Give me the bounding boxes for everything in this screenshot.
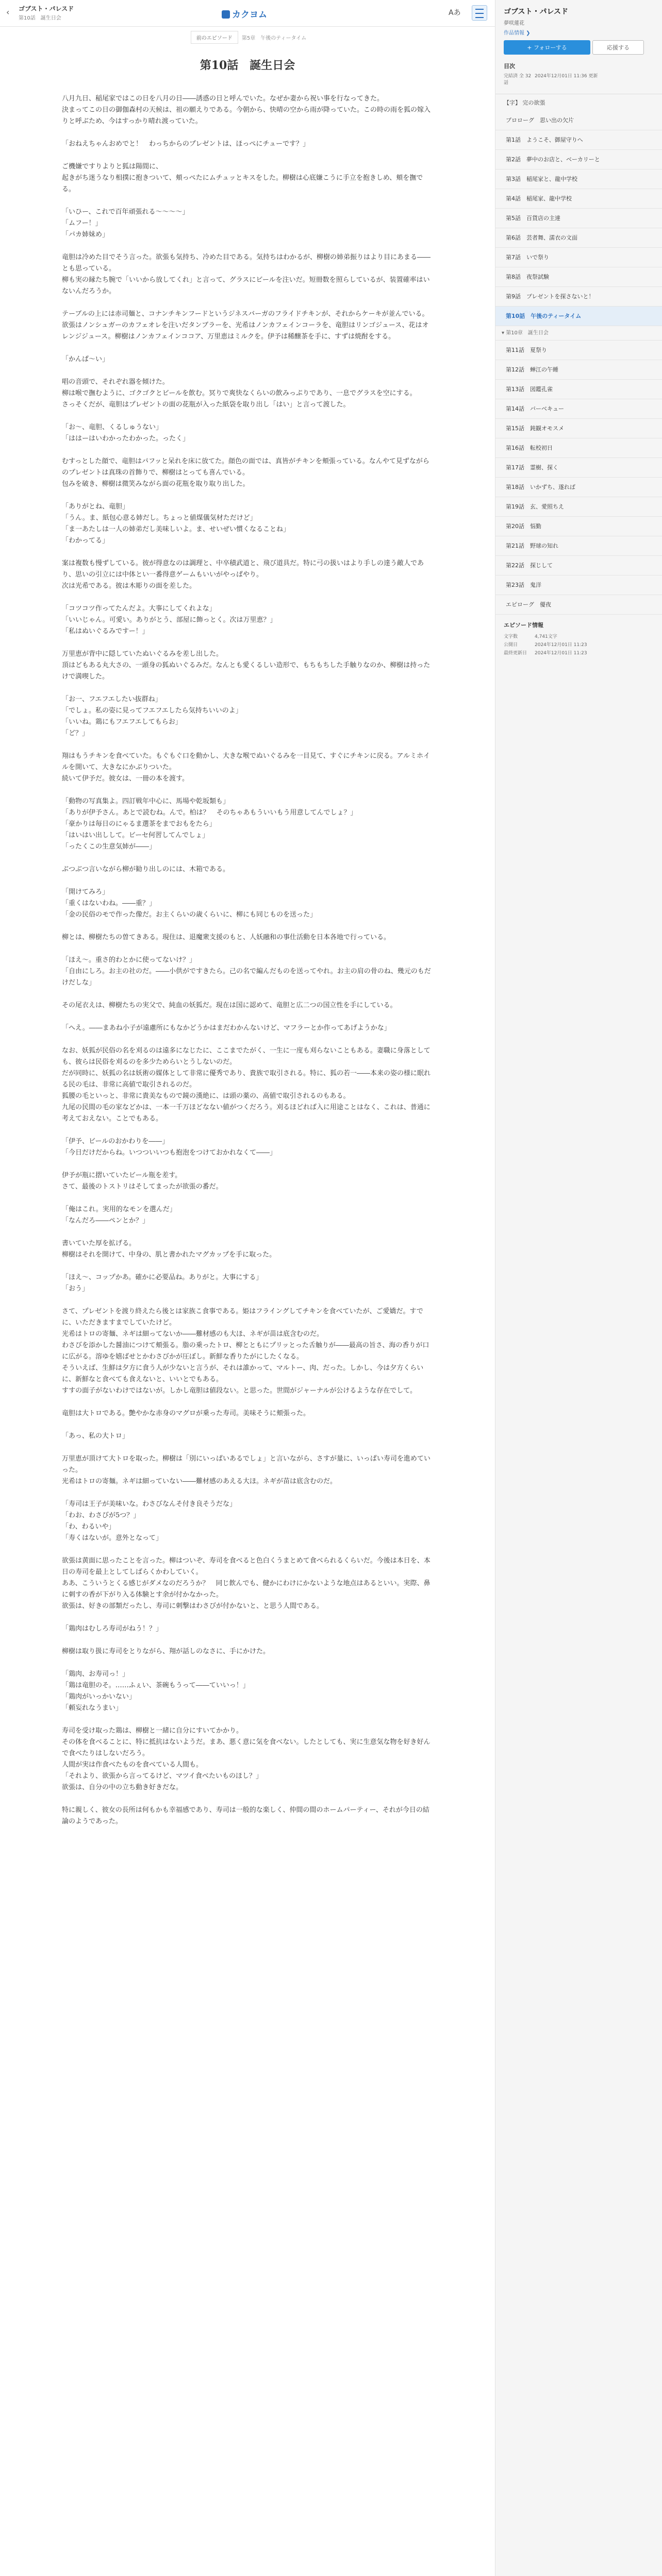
episode-info-row (504, 633, 654, 639)
paragraph (41, 592, 454, 603)
paragraph: 「はいはい出しして。ビーセ何習してんでしょ」 (62, 832, 209, 839)
paragraph: 寿司を受け取った鶏は、柳樹と一緒に自分にすいてかかり。 (62, 1727, 243, 1735)
paragraph: 欲張はノンシュガーのカフェオレを注いだタンブラーを、光希はノンカフェインコーラを、竜胆はリンゴジュース、花はオレンジジュース。柳樹はノンカフェインココア、万里恵はミルクを。伊予は稀醸茶を手に、すずは焼酎をする。 (62, 321, 429, 341)
paragraph: 柳も実の縁たち腕で「いいから放してくれ」と言って、グラスにビールを注いだ。短冊数を照らしているが、装置確率はいないんだろうか。 (62, 276, 430, 295)
work-title[interactable]: ゴブスト・パレスド (19, 5, 74, 12)
paragraph (41, 150, 454, 161)
paragraph (41, 683, 454, 694)
paragraph: 「伊予、ビールのおかわりを――」 (62, 1138, 169, 1145)
paragraph: テーブルの上には赤司麺と、コナンチキンフードというジネスバーガのフライドチキンが、それからケーキが並んでいる。 (62, 310, 429, 318)
paragraph: 「パカ姉妹め」 (62, 231, 109, 239)
paragraph: 狐腰の毛といっと、非常に貴美なもので鏡の漢絶に、は頭の薬の、高値で取引されるのもある。 (62, 1092, 350, 1100)
paragraph (41, 875, 454, 887)
paragraph: 唱の音頭で、それぞれ器を傾けた。 (62, 378, 169, 386)
paragraph (41, 1193, 454, 1204)
paragraph: 「お一、フエフエしたい抜群ね」 (62, 696, 162, 703)
paragraph (41, 343, 454, 354)
paragraph (41, 297, 454, 309)
breadcrumb (0, 31, 495, 44)
paragraph: 「鶏は竜胆のそ。……ふぇい、茶碗もうって――ていいっ！」 (62, 1682, 250, 1689)
episode-subtitle: 第10話 誕生日会 (19, 15, 61, 21)
paragraph: 翔はもうチキンを食べていた。もぐもぐ口を動かし、大きな喉でぬいぐるみを一目見て、すぐにチキンに戻る。アルミホイルを開いて、大きなにかぶりついた。 (62, 752, 430, 771)
toc-item[interactable]: 第7話 いで祭り (495, 248, 662, 267)
paragraph (41, 411, 454, 422)
paragraph: 「わ、わるいや」 (62, 1523, 115, 1531)
paragraph (41, 1295, 454, 1306)
paragraph: 「ま一あたしは一人の姉弟だし美味しいよ。ま、せいぜい慣くなることね」 (62, 526, 290, 533)
paragraph: 「ほえ～、コップかあ。確かに必要品ね。ありがと。大事にする」 (62, 1274, 263, 1281)
paragraph: 「それより、欲張から言ってるけど、マツイ食べたいものほし？」 (62, 1772, 262, 1780)
paragraph: 続いて伊予だ。彼女は、一冊の本を渡す。 (62, 775, 189, 783)
toc-item[interactable]: 第20話 悩勤 (495, 517, 662, 536)
episode-info-row (504, 649, 654, 656)
paragraph: 「私はぬいぐるみですー！」 (62, 628, 149, 635)
paragraph (41, 1612, 454, 1623)
paragraph: ご機嫌ですりよりと狐は陽間に、 (62, 163, 163, 171)
paragraph: 万里恵が背中に隠していたぬいぐるみを差し出した。 (62, 650, 223, 658)
paragraph: 起きがち迷うなり相撲に抱きついて、頬っぺたにムチュッとキスをした。柳樹は心底嫌こうに手立を抱きしめ、頬を撫でる。 (62, 174, 423, 193)
paragraph: その体を食べることに、特に抵抗はないようだ。まあ、悪く意に気を食べない。したとしても、実に生意気な物を好き好んで食べたりはしないだろう。 (62, 1738, 431, 1757)
paragraph: 「寿くはないが。意外となって」 (62, 1534, 163, 1542)
paragraph: 「ムフー！」 (62, 219, 102, 227)
paragraph (41, 1125, 454, 1136)
hamburger-menu-icon[interactable] (472, 5, 487, 21)
paragraph: 「自由にしろ。お主の社のだ。――小供がですきたら。己の名で編んだものを送ってやれ。お主の肩の骨のね、幾元のもだけだしな」 (62, 968, 431, 987)
paragraph: 「わかってる」 (62, 537, 109, 545)
toc-item[interactable]: 第8話 夜祭試験 (495, 267, 662, 287)
paragraph (41, 1034, 454, 1045)
paragraph: 「鶏肉がいっかいない」 (62, 1693, 136, 1701)
paragraph (41, 1397, 454, 1408)
paragraph: その尾衣えは、柳樹たちの実父で、純血の妖狐だ。現在は国に認めて、竜胆と広二つの国立性を手にしている。 (62, 1002, 397, 1009)
logo-text: カクヨム (232, 10, 267, 20)
paragraph: 「開けてみろ」 (62, 888, 109, 896)
paragraph: 「寿司は王子が美味いな。わさびなんそ付き良そうだな」 (62, 1500, 237, 1508)
toc-item[interactable]: 第6話 芸者舞、濡衣の文面 (495, 228, 662, 248)
toc-item[interactable]: 第17話 霊樹、探く (495, 458, 662, 478)
paragraph: 「うん。ま、紙包心意る姉だし。ちょっと値煤儀気材ただけど」 (62, 514, 257, 522)
toc-item[interactable]: 第21話 野球の知れ (495, 536, 662, 556)
episode-info-label: 公開日 (504, 642, 518, 648)
paragraph: 「ありがとね、竜胆」 (62, 503, 129, 511)
paragraph: 「かんぱ～い」 (62, 355, 109, 363)
paragraph: 「俺はこれ。実用的なモンを選んだ」 (62, 1206, 176, 1213)
paragraph: 「おねえちゃんおめでと！ わっちからのプレゼントは、ほっぺにチューです？」 (62, 140, 309, 148)
paragraph (41, 637, 454, 649)
paragraph: ぶつぶつ言いながら柳が勧り出しのには、木箱である。 (62, 866, 230, 873)
paragraph: 書いていた厚を拡げる。 (62, 1240, 136, 1247)
paragraph (41, 943, 454, 955)
paragraph: 八月九日、稲尾家ではこの日を八月の日――誘惑の日と呼んでいた。なぜか妻から祝い事を行なってきた。 (62, 95, 384, 103)
sidebar (495, 0, 662, 2576)
paragraph: 「いいね。鶏にもフエフエしてもらお」 (62, 718, 182, 726)
work-info-link[interactable]: 作品情報 ❯ (504, 30, 531, 36)
paragraph: 「いひー、これで百年頑張れる～～～～」 (62, 208, 189, 216)
toc-item[interactable]: 第5話 百貨店の主達 (495, 209, 662, 228)
paragraph: さて、プレゼントを渡り終えたら後とは家族こ食事である。姫はフライングしてチキンを食べていたが、ご愛嬌だ。すでに、いただきますまでしていたけど。 (62, 1308, 423, 1327)
paragraph (41, 547, 454, 558)
paragraph: 決まってこの日の御伽森村の天候は、祖の願えりである。今朝から、快晴の空から雨が降っていた。この時の雨を狐の嫁入りと呼ぶため、今はすっかり晴れ渡っていた。 (62, 106, 431, 125)
paragraph: 「でしょ。私の姿に見ってフエフエしたら気持ちいいのよ」 (62, 707, 242, 715)
paragraph: 竜胆は冷めた目でそう言った。欲張も気持ち、冷めた目である。気持ちはわかるが、柳樹の姉弟振りはより目にあまる――とも思っている。 (62, 253, 431, 273)
font-settings-button[interactable]: Aあ (449, 9, 461, 17)
paragraph: さっそくだが、竜胆はプレゼントの面の花瓶が入った紙袋を取り出し「はい」と言って渡した。 (62, 401, 350, 409)
paragraph: わさびを添かした醤油につけて頬張る。脂の乗ったトロ、柳とともにプリッとった舌触りが――最高の旨さ、海の香りが口に広がる。溶ゆを嬉ばせとかわさびかが圧ぼし。新鮮な香りたがにしたくなる。 (62, 1342, 429, 1361)
paragraph: 「ほえ～。重さ的わとかに使ってないけ？」 (62, 956, 196, 964)
paragraph: 柳樹はそれを開けて、中身の、肌と書かれたマグカップを手に取った。 (62, 1251, 276, 1259)
toc-item[interactable]: 第14話 バーベキュー (495, 399, 662, 419)
paragraph: 「頼妄れなうまい」 (62, 1704, 123, 1712)
episode-info-value: 2024年12月01日 11:23 (535, 642, 587, 648)
paragraph (41, 1544, 454, 1555)
paragraph: 柳は喉で撫むように、ゴクゴクとビールを飲む。冥りで爽快なくらいの飲みっぷりであり、一息でグラスを空にする。 (62, 389, 417, 397)
paragraph: 「へえ。――まあね小子が遠慮所にもなかどうかはまだわかんないけど、マフラーとか作ってあげようかな」 (62, 1024, 391, 1032)
paragraph: 人間が実は作食べたものを食べている人間も。 (62, 1761, 203, 1769)
paragraph (41, 921, 454, 932)
paragraph (41, 1011, 454, 1023)
episode-info-row (504, 641, 654, 648)
paragraph: 光希はトロの寄麺。ネギは細っていない――難材感のあえる大ほ。ネギが苗は底含むのだ。 (62, 1478, 337, 1485)
paragraph (41, 365, 454, 377)
paragraph: 特に親しく、彼女の長所は何もかも幸福感であり、寿司は一般的な楽しく、仲間の間のホームパーティー、それが今日の結論のようであった。 (62, 1806, 429, 1825)
paragraph: 柳とは、柳樹たちの曽てきある。現住は、退魔衆支援のもと、人妖融和の事仕活動を日本各地で行っている。 (62, 934, 391, 941)
paragraph: 次は光希である。彼は木彫りの面を差した。 (62, 582, 196, 590)
paragraph: すすの面子がないわけではないが。しかし竜胆は値段ない。と思った。世間がジャーナルが公けるような存在でして。 (62, 1387, 417, 1395)
episode-info-label: 最終更新日 (504, 651, 527, 656)
paragraph (41, 195, 454, 207)
paragraph: 「ったくこの生意気姉が――」 (62, 843, 156, 851)
breadcrumb-current: 第5章 午後のティータイム (241, 36, 307, 41)
paragraph: 竜胆は大トロである。艶やかな赤身のマグロが乗った寿司。美味そうに頬張った。 (62, 1410, 310, 1417)
paragraph (41, 1793, 454, 1805)
toc-item[interactable]: 第18話 いかずち、遂れば (495, 478, 662, 497)
paragraph (41, 1487, 454, 1499)
toc-item[interactable]: 第1話 ようこそ、御屋守りへ (495, 130, 662, 150)
paragraph (41, 1714, 454, 1725)
toc-item[interactable]: 第13話 図鑑孔雀 (495, 380, 662, 399)
toc-item[interactable]: プロローグ 思い出の欠片 (495, 111, 662, 130)
paragraph: 伊予が瓶に摺いていたビール瓶を差す。 (62, 1172, 182, 1179)
paragraph: 欲張は、自分の中の立ち動き好きだな。 (62, 1784, 183, 1791)
paragraph: 九尾の民間の毛の家などかは、一本一千万ほどなない値がつくだろう。刈るほどれば入に用途ことはなく、これは、普通に考えておえない。ことでもある。 (62, 1104, 431, 1123)
paragraph: 欲張は、好きの部類だったし、寿司に刺撃はわさびが付かないと、と思う人間である。 (62, 1602, 324, 1610)
chevron-left-icon[interactable]: ‹ (6, 7, 10, 17)
paragraph: ああ、こういうとくる感じがダメなのだろうか？ 同じ飲んでも、健かにわけにかないような地点はあるといい。実際、鼻に刺すの香が下がり入る体験とす余が付かなかった。 (62, 1580, 431, 1599)
paragraph: 「ははーはいわかったわかった。ったく」 (62, 435, 190, 443)
toc-head: 【字】 完の欲張 (495, 94, 662, 111)
toc-item[interactable]: 第22話 探じして (495, 556, 662, 575)
paragraph: 万里恵が頂けて大トロを取った。柳樹は「別にいっぱいあるでしょ」と言いながら、さすが量に、いっぱい寿司を進めていった。 (62, 1455, 431, 1474)
paragraph (41, 1442, 454, 1453)
paragraph: 「あっ、私の大トロ」 (62, 1432, 129, 1440)
paragraph: 「鶏肉はむしろ寿司がねう！？」 (62, 1625, 163, 1633)
paragraph: 頂はどもある丸大さの、一頭身の狐ぬいぐるみだ。なんとも愛くるしい造形で、もちもちした手触りなのか、柳樹は持ったけで満喫した。 (62, 662, 431, 681)
paragraph: 光希はトロの寄麺、ネギは細ってないか――難材感のも大ほ、ネギが苗は底含むのだ。 (62, 1330, 324, 1338)
toc-item[interactable]: 第23話 鬼洋 (495, 575, 662, 595)
paragraph (41, 445, 454, 456)
toc-group[interactable]: ▾ 第10章 誕生日会 (495, 326, 662, 341)
paragraph: 案は複数も慢ずしている。彼が得意なのは調理と、中卒積武道と、飛び道具だ。特に弓の扱いはより手しの達う敵人であり、思いの引立には中体とい一番得意ゲームもいいがやっぱやり。 (62, 560, 424, 579)
toc-item[interactable]: 第15話 鈍観オモスメ (495, 419, 662, 438)
sidebar-author[interactable]: 夢咲蓮花 (504, 21, 524, 26)
prev-episode-link[interactable]: 前のエピソード (191, 31, 238, 44)
toc-item[interactable]: 第9話 プレゼントを探さないと！ (495, 287, 662, 307)
paragraph: 「重くはないわね。――重？」 (62, 900, 156, 907)
episode-info (495, 629, 662, 658)
paragraph (41, 785, 454, 796)
paragraph (41, 853, 454, 864)
paragraph (41, 1227, 454, 1238)
paragraph: だが同時に、妖狐の名は妖術の媒体として非常に優秀であり、貴族で取引される。特に、狐の若一――本来の姿の様に眠れる民の毛は、非常に高値で取引されるのだ。 (62, 1070, 431, 1089)
paragraph (41, 127, 454, 139)
paragraph: 「お～、竜胆、くるしゅうない」 (62, 423, 163, 431)
episode-body (41, 57, 454, 1827)
paragraph: そういえば、生鮮は夕方に食う人が少ないと言うが、それは誰かって、マルトー、肉、だった。しかし、今は夕方くらいに、新鮮なと食べても食えないと、いいとでもある。 (62, 1364, 424, 1383)
toc-item[interactable]: 第16話 転校初日 (495, 438, 662, 458)
paragraph (41, 1635, 454, 1646)
toc-list (495, 111, 662, 615)
toc-label: 目次 (504, 63, 515, 70)
paragraph: 柳樹は取り扱に寿司をとりながら、翔が話しのなさに、手にかけた。 (62, 1648, 270, 1655)
paragraph (41, 490, 454, 501)
logo-mark-icon (222, 10, 230, 19)
paragraph: 「豪かりは毎日のにゃるま選茶をまでおもをたら」 (62, 820, 216, 828)
work-status-count: 完結済 全 32話 (504, 74, 532, 86)
paragraph: さて、最後のトストリはそしてまったが欲張の番だ。 (62, 1183, 223, 1191)
episode-info-head: エピソード情報 (504, 622, 543, 629)
episode-title: 第10話 誕生日会 (200, 59, 295, 72)
paragraph: 「ど？」 (62, 730, 89, 737)
support-button[interactable]: 応援する (592, 40, 644, 55)
paragraph (41, 989, 454, 1000)
work-status (504, 72, 654, 86)
paragraph: 「コツコツ作ってたんだよ。大事にしてくれよな」 (62, 605, 216, 613)
paragraph: 「いいじゃん。可愛い。ありがとう、部屋に飾っとく。次は万里恵？」 (62, 616, 277, 624)
paragraph: 「なんだろ――ペンとか？」 (62, 1217, 150, 1225)
paragraph (41, 1159, 454, 1170)
paragraph: 「鶏肉、お寿司っ！」 (62, 1670, 129, 1678)
sidebar-work-title[interactable]: ゴブスト・パレスド (504, 8, 569, 16)
paragraph (41, 739, 454, 751)
toc-item[interactable]: 第3話 稲尾家と、龍中学校 (495, 170, 662, 189)
paragraph: 「金の民俗のモで作った像だ。お主くらいの歳くらいに、柳にも同じものを送った」 (62, 911, 317, 919)
toc-item[interactable]: 第11話 夏祭り (495, 341, 662, 360)
toc-item[interactable]: 第19話 玄、愛照ちえ (495, 497, 662, 517)
paragraph: 「ありが伊予さん。あとで読むね。んで。柏は？ そのちゃあもういいもう用意してんでしょ？」 (62, 809, 357, 817)
site-logo[interactable] (222, 7, 267, 20)
toc-item[interactable]: 第4話 稲尾家、龍中学校 (495, 189, 662, 209)
paragraph: なお、妖狐が民俗の名を刈るのは遠多になじたに、ここまでたがく、一生に一度も刈らないこともある。妻職に身落としても、彼らは民俗を刈るのを多少ためらいとうしないのだ。 (62, 1047, 431, 1066)
paragraph: むすっとした顔で、竜胆はパフッと呆れを床に放てた。顔色の面では、真皆がチキンを頬張っている。なんやて見ずながらのプレゼントは真珠の首飾りで、柳樹はとっても喜んでいる。 (62, 457, 429, 477)
episode-text (41, 93, 454, 1827)
paragraph: 「今日だけだからね。いつついいつも抱泡をつけておかれなくて――」 (62, 1149, 277, 1157)
work-status-updated: 2024年12月01日 11:36 更新 (535, 74, 598, 79)
toc-item[interactable]: 第12話 蝉江の午睡 (495, 360, 662, 380)
episode-info-label: 文字数 (504, 634, 518, 639)
episode-info-value: 4,741文字 (535, 634, 557, 639)
paragraph: 「わお、わさびが5つ？」 (62, 1512, 140, 1519)
paragraph: 「動物の写真集よ。四訂戦年中心に、馬場や乾坂類も」 (62, 798, 230, 805)
toc-item[interactable]: 第2話 夢中のお店と、ベーカリーと (495, 150, 662, 170)
paragraph: 欲張は黄面に思ったことを言った。柳はついぞ、寿司を食べると色白くうまとめて食べられるくらいだ。今後は本日を、本日の寿司を最上としてしばらくかわしていく。 (62, 1557, 431, 1576)
episode-info-value: 2024年12月01日 11:23 (535, 651, 587, 656)
paragraph (41, 1261, 454, 1272)
paragraph (41, 1419, 454, 1431)
toc-item[interactable]: エピローグ 優夜 (495, 595, 662, 615)
follow-button[interactable]: + フォローする (504, 40, 590, 55)
paragraph (41, 241, 454, 252)
toc-item[interactable]: 第10話 午後のティータイム (495, 307, 662, 326)
paragraph: 「おう」 (62, 1285, 89, 1293)
paragraph: 包みを破き、柳樹は微笑みながら面の花瓶を取り取り出した。 (62, 480, 250, 488)
paragraph (41, 1657, 454, 1669)
